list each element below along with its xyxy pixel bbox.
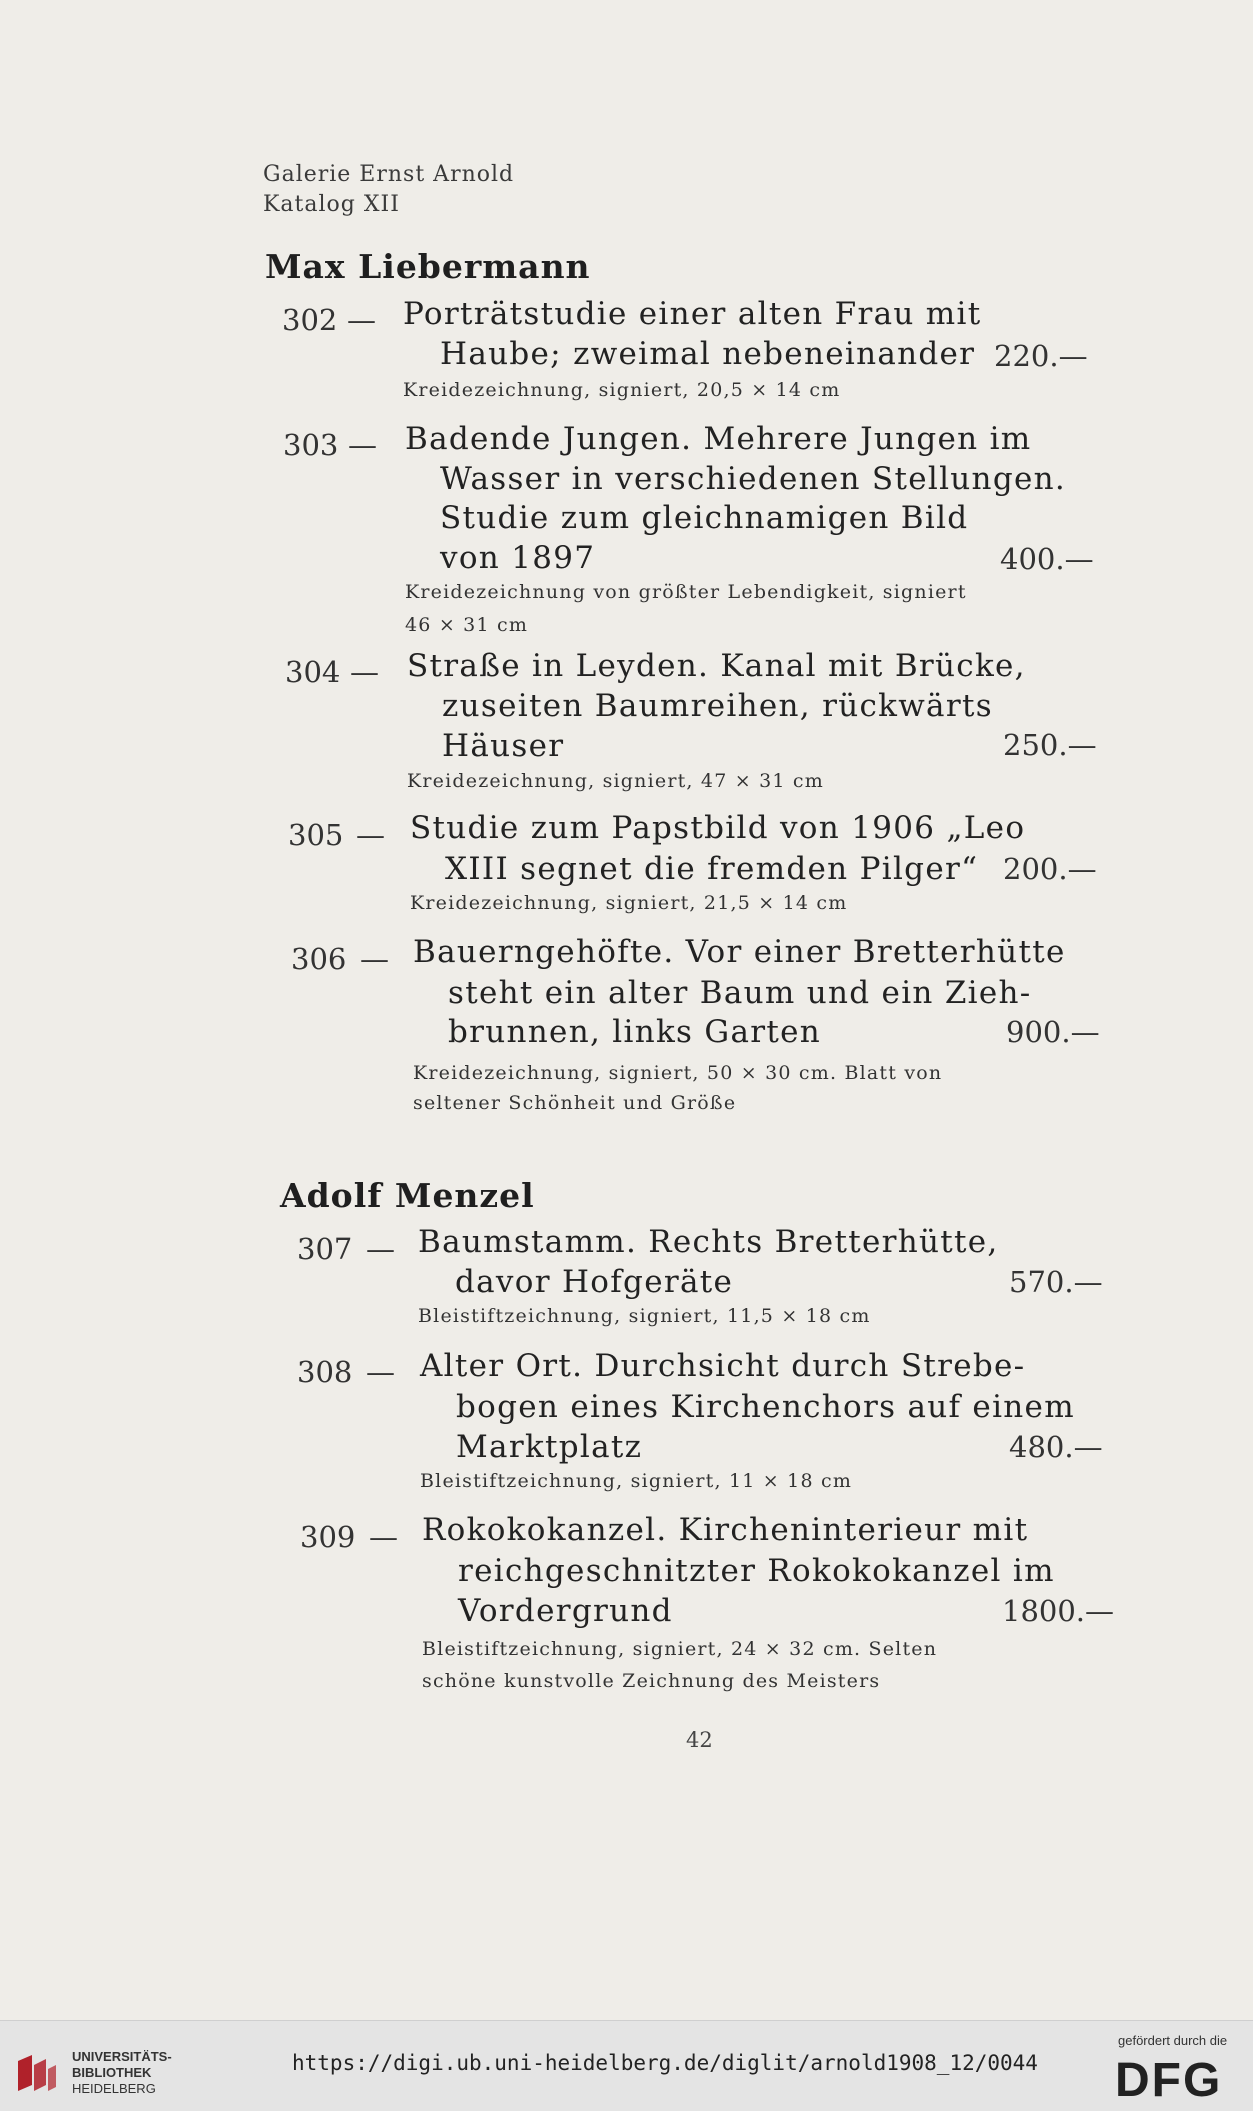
entry-description-line: Haube; zweimal nebeneinander: [440, 336, 976, 372]
entry-description-line: Badende Jungen. Mehrere Jungen im: [405, 421, 1032, 457]
entry-description-line: steht ein alter Baum und ein Zieh-: [448, 975, 1032, 1011]
entry-dash: —: [366, 1355, 395, 1389]
entry-number: 304: [285, 655, 341, 689]
library-name-line: HEIDELBERG: [72, 2081, 156, 2096]
entry-description-line: Bauerngehöfte. Vor einer Bretterhütte: [413, 934, 1066, 970]
entry-description-line: brunnen, links Garten: [448, 1014, 822, 1050]
entry-price: 1800.—: [1002, 1594, 1115, 1628]
library-name: [72, 2049, 172, 2097]
entry-price: 250.—: [1003, 728, 1097, 762]
entry-note: Kreidezeichnung, signiert, 47 × 31 cm: [407, 770, 824, 792]
entry-number: 306: [291, 942, 347, 976]
entry-description-line: Studie zum gleichnamigen Bild: [440, 500, 969, 536]
artist-heading: Max Liebermann: [265, 247, 591, 286]
library-name-line: UNIVERSITÄTS-: [72, 2049, 172, 2064]
university-library-logo-icon: [14, 2051, 58, 2095]
entry-description-line: davor Hofgeräte: [455, 1264, 734, 1300]
entry-number: 309: [300, 1520, 356, 1554]
funded-by-label: gefördert durch die: [1118, 2033, 1228, 2048]
entry-description-line: von 1897: [440, 540, 596, 576]
entry-note: Kreidezeichnung, signiert, 20,5 × 14 cm: [403, 379, 841, 401]
entry-dash: —: [350, 655, 379, 689]
entry-dash: —: [356, 818, 385, 852]
entry-note: schöne kunstvolle Zeichnung des Meisters: [422, 1670, 881, 1692]
entry-dash: —: [369, 1520, 398, 1554]
entry-number: 302: [282, 303, 338, 337]
catalog-label: Katalog XII: [263, 192, 400, 217]
entry-price: 220.—: [994, 339, 1088, 373]
entry-description-line: Porträtstudie einer alten Frau mit: [403, 296, 982, 332]
entry-description-line: Häuser: [442, 728, 565, 764]
entry-note: seltener Schönheit und Größe: [413, 1092, 737, 1114]
entry-description-line: bogen eines Kirchenchors auf einem: [456, 1389, 1075, 1425]
entry-price: 400.—: [1000, 542, 1094, 576]
dfg-logo: DFG: [1115, 2054, 1223, 2107]
entry-description-line: XIII segnet die fremden Pilger“: [445, 851, 979, 887]
entry-description-line: Straße in Leyden. Kanal mit Brücke,: [407, 648, 1026, 684]
entry-number: 305: [288, 818, 344, 852]
entry-description-line: Rokokokanzel. Kircheninterieur mit: [422, 1512, 1029, 1548]
entry-description-line: Wasser in verschiedenen Stellungen.: [440, 461, 1067, 497]
entry-dash: —: [347, 303, 376, 337]
permalink-url[interactable]: https://digi.ub.uni-heidelberg.de/diglit/arnold1908_12/0044: [292, 2051, 1038, 2075]
entry-dash: —: [360, 942, 389, 976]
entry-note: 46 × 31 cm: [405, 614, 529, 636]
gallery-name: Galerie Ernst Arnold: [263, 162, 515, 187]
entry-number: 303: [283, 428, 339, 462]
entry-note: Kreidezeichnung, signiert, 50 × 30 cm. Blatt von: [413, 1062, 943, 1084]
entry-price: 900.—: [1006, 1015, 1100, 1049]
entry-note: Kreidezeichnung, signiert, 21,5 × 14 cm: [410, 892, 848, 914]
entry-dash: —: [348, 428, 377, 462]
entry-price: 570.—: [1009, 1265, 1103, 1299]
entry-description-line: zuseiten Baumreihen, rückwärts: [442, 688, 993, 724]
entry-price: 480.—: [1009, 1430, 1103, 1464]
entry-description-line: Vordergrund: [458, 1593, 673, 1629]
entry-number: 307: [297, 1232, 353, 1266]
entry-description-line: Alter Ort. Durchsicht durch Strebe-: [420, 1348, 1026, 1384]
entry-description-line: Studie zum Papstbild von 1906 „Leo: [410, 810, 1026, 846]
entry-description-line: Marktplatz: [456, 1429, 643, 1465]
entry-note: Kreidezeichnung von größter Lebendigkeit, signiert: [405, 581, 967, 603]
page-number: 42: [686, 1728, 713, 1752]
entry-note: Bleistiftzeichnung, signiert, 11,5 × 18 cm: [418, 1305, 871, 1327]
library-name-line: BIBLIOTHEK: [72, 2065, 152, 2080]
entry-note: Bleistiftzeichnung, signiert, 11 × 18 cm: [420, 1470, 853, 1492]
entry-price: 200.—: [1003, 852, 1097, 886]
page-header: [263, 160, 514, 220]
entry-note: Bleistiftzeichnung, signiert, 24 × 32 cm. Selten: [422, 1638, 938, 1660]
artist-heading: Adolf Menzel: [280, 1176, 535, 1215]
entry-description-line: reichgeschnitzter Rokokokanzel im: [458, 1553, 1055, 1589]
viewer-footer: [0, 2020, 1253, 2111]
entry-description-line: Baumstamm. Rechts Bretterhütte,: [418, 1224, 999, 1260]
entry-dash: —: [366, 1232, 395, 1266]
entry-number: 308: [297, 1355, 353, 1389]
